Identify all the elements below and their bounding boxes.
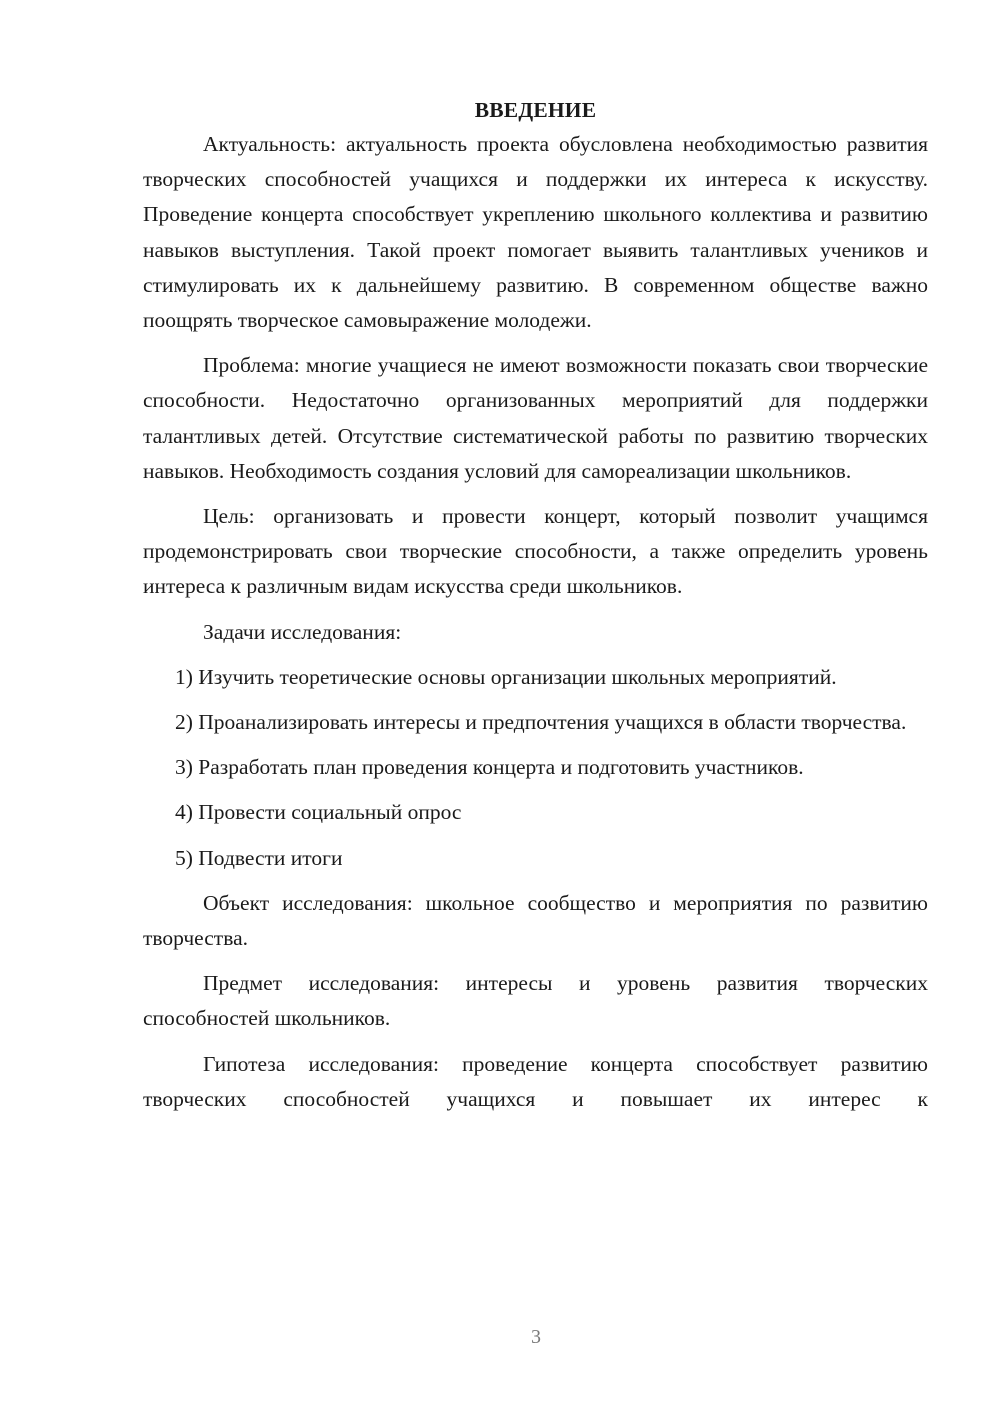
paragraph-hypothesis: Гипотеза исследования: проведение концерта способствует развитию творческих способностей учащихся и повышает их интерес к (143, 1051, 928, 1111)
task-item-2: 2) Проанализировать интересы и предпочтения учащихся в области творчества. (175, 710, 907, 735)
paragraph-problem: Проблема: многие учащиеся не имеют возможности показать свои творческие способности. Недостаточно организованных мероприятий для поддержки талантливых детей. Отсутствие систематической работы по развитию творческих навыков. Необходимость создания условий для самореализации школьников. (143, 353, 928, 483)
section-title: ВВЕДЕНИЕ (474, 98, 597, 122)
task-item-3: 3) Разработать план проведения концерта и подготовить участников. (175, 755, 804, 780)
paragraph-object: Объект исследования: школьное сообщество и мероприятия по развитию творчества. (143, 890, 928, 951)
document-page (143, 95, 928, 1127)
task-item-4: 4) Провести социальный опрос (175, 800, 462, 825)
task-item-5: 5) Подвести итоги (175, 845, 343, 870)
paragraph-relevance: Актуальность: актуальность проекта обусловлена необходимостью развития творческих способностей учащихся и поддержки их интереса к искусству. Проведение концерта способствует укреплению школьного коллектива и развитию навыков выступления. Такой проект помогает выявить талантливых учеников и стимулировать их к дальнейшему развитию. В современном обществе важно поощрять творческое самовыражение молодежи. (143, 132, 928, 333)
page-number: 3 (531, 1326, 541, 1348)
paragraph-goal: Цель: организовать и провести концерт, который позволит учащимся продемонстрировать свои творческие способности, а также определить уровень интереса к различным видам искусства среди школьников. (143, 504, 928, 599)
task-item-1: 1) Изучить теоретические основы организации школьных мероприятий. (175, 664, 837, 689)
tasks-heading: Задачи исследования: (203, 619, 402, 644)
paragraph-subject: Предмет исследования: интересы и уровень развития творческих способностей школьников. (143, 971, 928, 1031)
